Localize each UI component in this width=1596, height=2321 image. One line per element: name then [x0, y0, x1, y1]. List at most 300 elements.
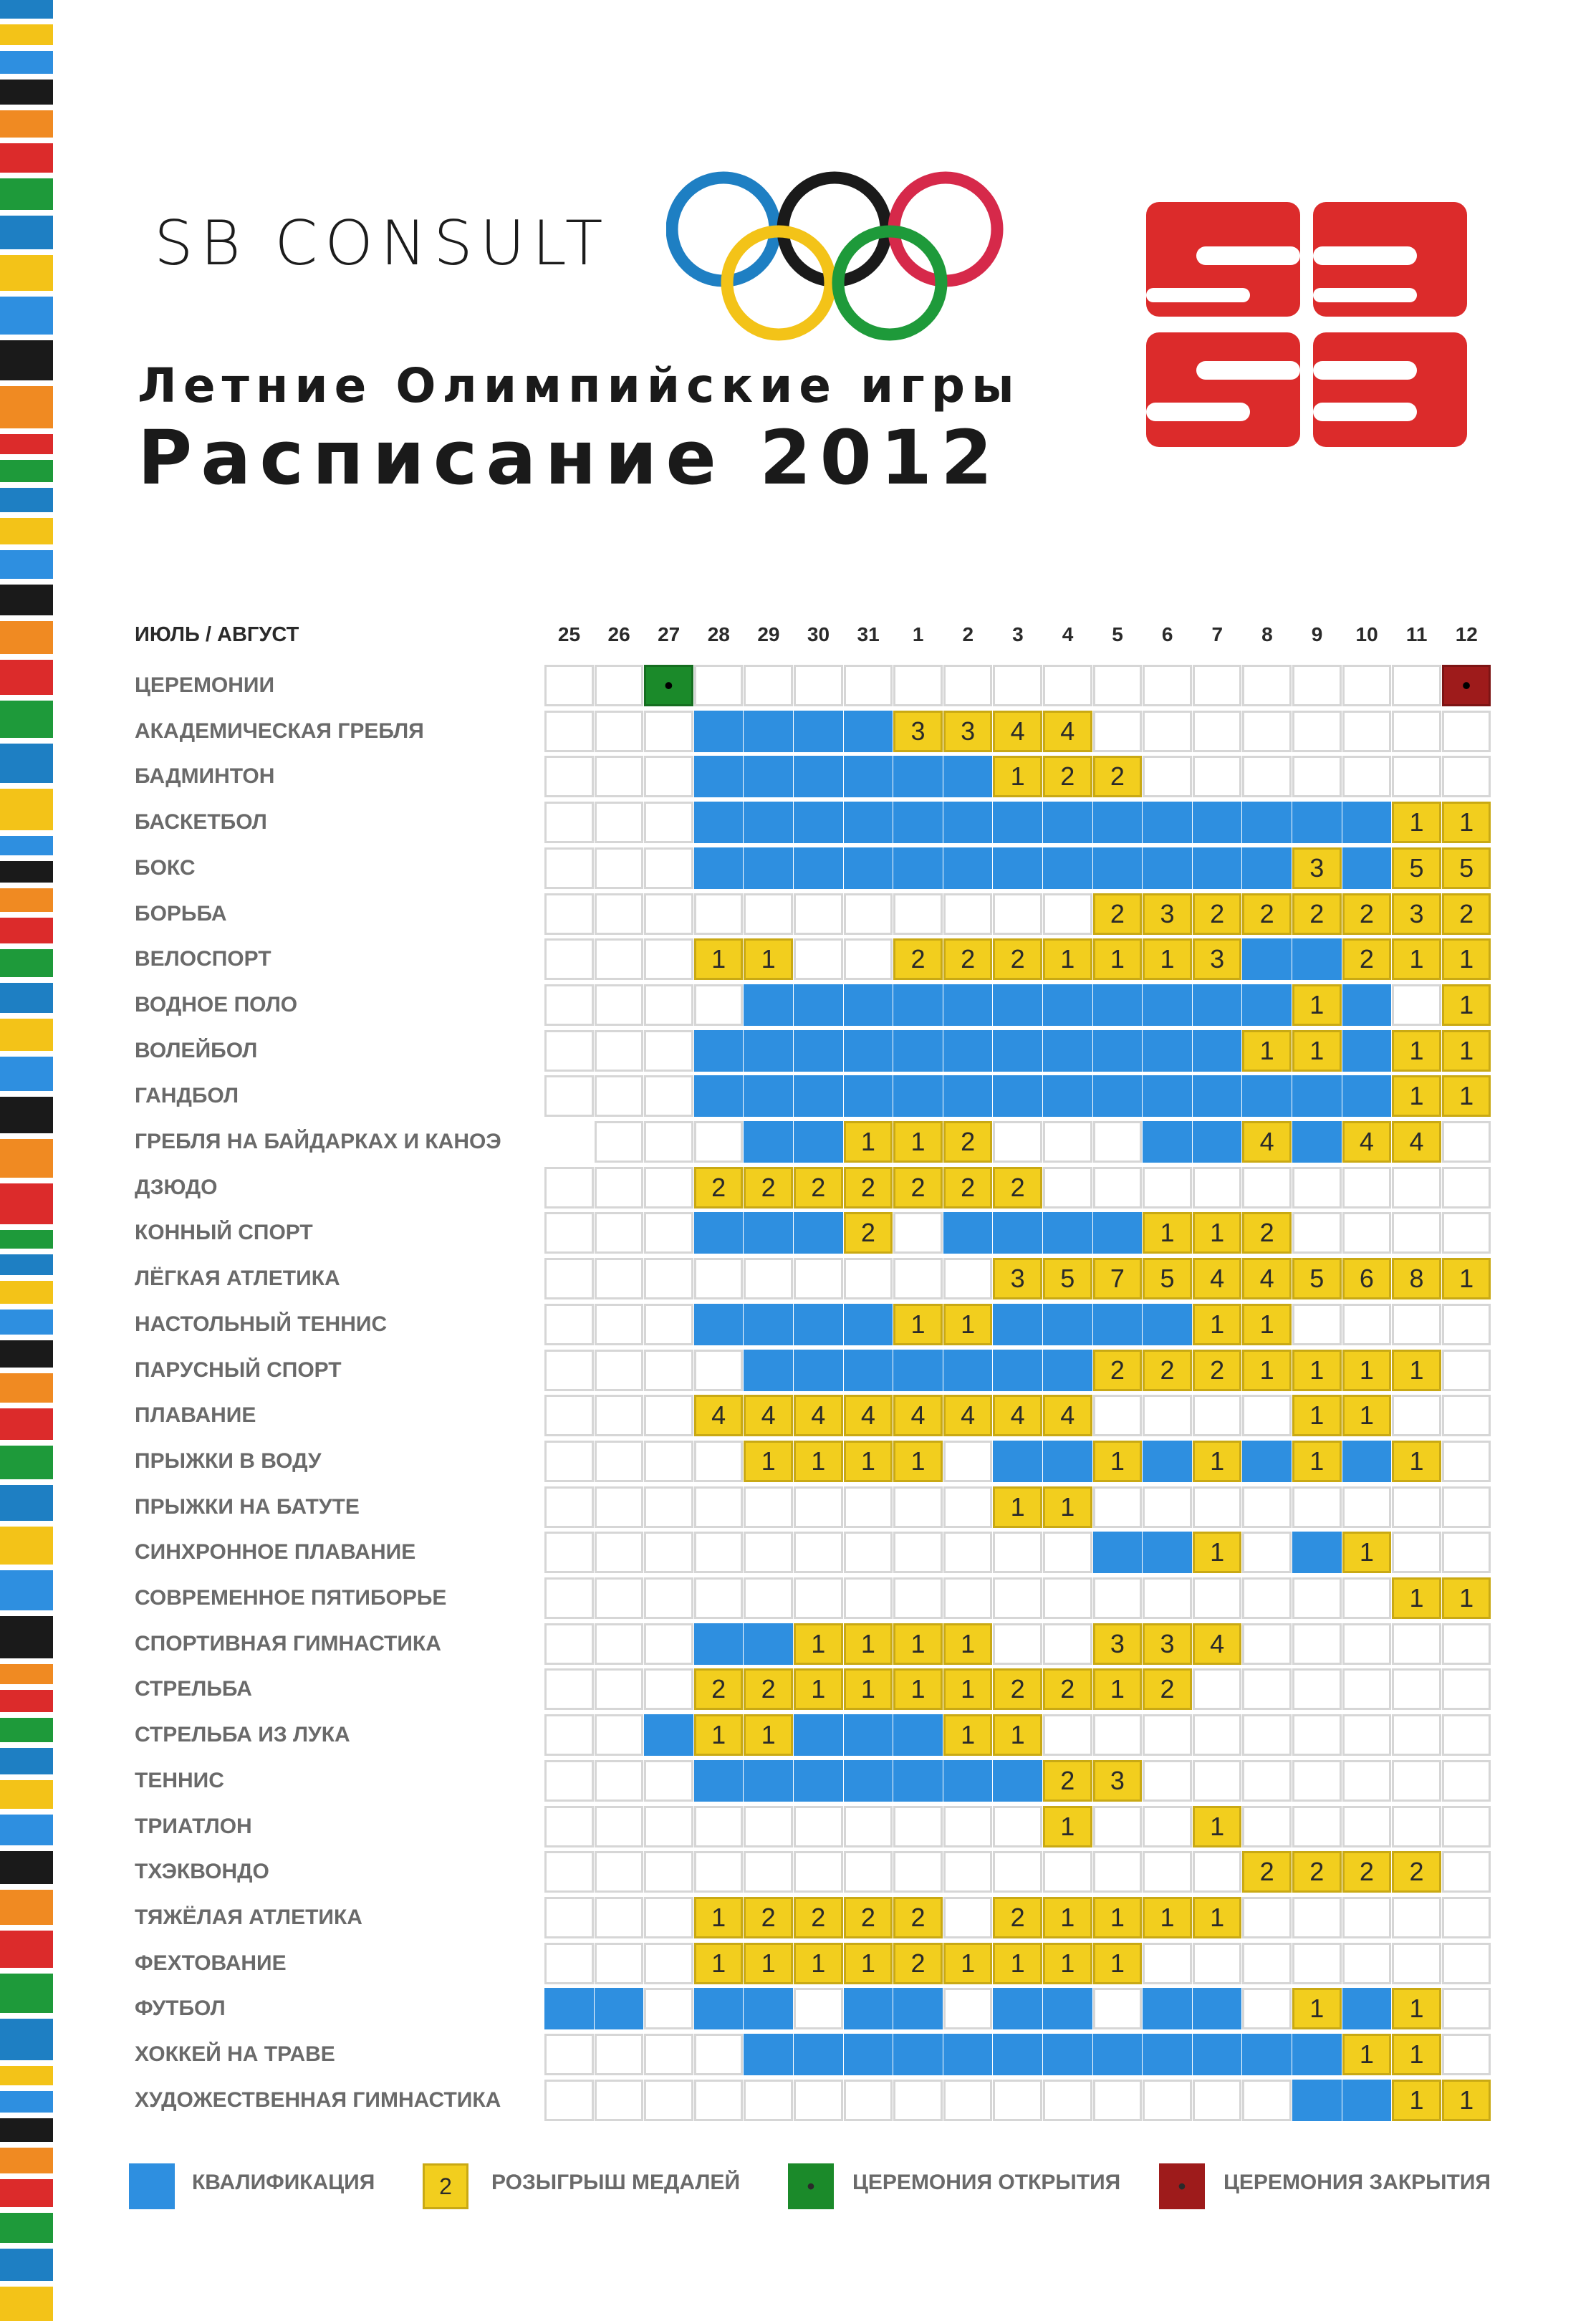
schedule-cell — [1143, 1714, 1192, 1756]
schedule-cell — [1242, 1075, 1292, 1117]
schedule-cell: 2 — [993, 1167, 1042, 1208]
schedule-cell — [1043, 1304, 1092, 1345]
schedule-cell — [1043, 1714, 1092, 1756]
schedule-cell: 1 — [794, 1668, 843, 1710]
schedule-cell: 1 — [1392, 1988, 1441, 2029]
schedule-cell — [644, 1943, 693, 1984]
schedule-cell — [943, 2034, 993, 2075]
schedule-cell: 2 — [844, 1212, 893, 1254]
schedule-cell — [1242, 1806, 1292, 1847]
schedule-cell — [893, 1075, 943, 1117]
schedule-cell — [794, 1212, 843, 1254]
schedule-cell — [1292, 1943, 1342, 1984]
schedule-cell — [1292, 1806, 1342, 1847]
schedule-cell: 6 — [1342, 1258, 1392, 1299]
schedule-cell — [1342, 711, 1392, 752]
schedule-cell — [744, 1988, 793, 2029]
schedule-cell: 1 — [1392, 1441, 1441, 1482]
day-header: 11 — [1405, 623, 1428, 645]
schedule-cell: 1 — [1392, 1350, 1441, 1391]
schedule-cell — [1242, 802, 1292, 843]
schedule-cell — [595, 1806, 644, 1847]
schedule-cell — [1442, 1395, 1491, 1436]
day-header: 28 — [707, 623, 730, 645]
schedule-cell — [595, 1714, 644, 1756]
schedule-cell — [1342, 1714, 1392, 1756]
schedule-cell — [1043, 893, 1092, 935]
schedule-cell — [1392, 1212, 1441, 1254]
schedule-cell — [694, 984, 744, 1026]
schedule-cell — [1043, 1212, 1092, 1254]
schedule-cell — [644, 1075, 693, 1117]
schedule-cell — [794, 984, 843, 1026]
schedule-cell — [844, 847, 893, 889]
schedule-cell — [544, 802, 594, 843]
schedule-cell — [1342, 847, 1392, 889]
schedule-cell: 1 — [1292, 1030, 1342, 1072]
schedule-cell — [844, 1577, 893, 1619]
schedule-cell — [1143, 1395, 1192, 1436]
schedule-cell: 1 — [1143, 1897, 1192, 1938]
schedule-cell: 2 — [1342, 938, 1392, 980]
schedule-cell: 2 — [943, 1121, 993, 1163]
schedule-cell: 2 — [1342, 893, 1392, 935]
schedule-cell — [544, 1486, 594, 1528]
sport-label: АКАДЕМИЧЕСКАЯ ГРЕБЛЯ — [135, 719, 424, 743]
schedule-cell: 3 — [1193, 938, 1242, 980]
schedule-cell — [844, 1030, 893, 1072]
schedule-cell — [644, 1806, 693, 1847]
schedule-cell — [993, 1806, 1042, 1847]
sport-label: СТРЕЛЬБА — [135, 1677, 252, 1701]
schedule-cell — [644, 847, 693, 889]
schedule-cell — [844, 1304, 893, 1345]
schedule-cell — [544, 1714, 594, 1756]
schedule-cell — [1292, 756, 1342, 797]
schedule-cell — [1292, 1167, 1342, 1208]
sport-label: ГРЕБЛЯ НА БАЙДАРКАХ И КАНОЭ — [135, 1130, 501, 1153]
schedule-cell: 2 — [1043, 1760, 1092, 1802]
schedule-cell: 2 — [1392, 1851, 1441, 1893]
schedule-cell — [694, 1350, 744, 1391]
schedule-cell — [544, 665, 594, 706]
schedule-cell: 2 — [1242, 1851, 1292, 1893]
schedule-cell — [744, 1851, 793, 1893]
schedule-cell — [744, 1806, 793, 1847]
schedule-cell — [993, 1988, 1042, 2029]
schedule-cell: 1 — [1093, 938, 1143, 980]
schedule-cell — [595, 2080, 644, 2121]
schedule-cell: 2 — [1093, 1350, 1143, 1391]
schedule-cell — [844, 1350, 893, 1391]
schedule-cell — [1093, 2080, 1143, 2121]
day-header: 1 — [912, 623, 924, 645]
schedule-cell — [1043, 665, 1092, 706]
schedule-cell: 2 — [893, 938, 943, 980]
schedule-cell: 1 — [1342, 2034, 1392, 2075]
schedule-cell — [1193, 984, 1242, 1026]
schedule-cell — [1342, 1075, 1392, 1117]
schedule-cell — [893, 1486, 943, 1528]
schedule-cell — [1342, 665, 1392, 706]
schedule-cell — [1242, 2080, 1292, 2121]
schedule-cell — [1342, 1212, 1392, 1254]
schedule-cell — [694, 893, 744, 935]
schedule-cell: 1 — [1442, 2080, 1491, 2121]
schedule-cell — [794, 2080, 843, 2121]
schedule-cell: 1 — [744, 1714, 793, 1756]
schedule-cell — [595, 1988, 644, 2029]
schedule-cell — [1442, 1897, 1491, 1938]
schedule-cell — [1143, 1075, 1192, 1117]
schedule-cell — [1392, 1668, 1441, 1710]
schedule-cell — [943, 756, 993, 797]
schedule-cell: 1 — [1292, 1395, 1342, 1436]
schedule-cell — [943, 802, 993, 843]
schedule-cell — [1093, 1075, 1143, 1117]
schedule-cell — [744, 1030, 793, 1072]
schedule-cell — [893, 665, 943, 706]
schedule-cell: 1 — [893, 1668, 943, 1710]
sport-label: ПРЫЖКИ НА БАТУТЕ — [135, 1494, 360, 1519]
legend-qualification-swatch — [129, 2163, 175, 2209]
schedule-cell: 1 — [1093, 1441, 1143, 1482]
schedule-cell — [644, 1258, 693, 1299]
schedule-cell — [1043, 984, 1092, 1026]
schedule-cell: 2 — [1193, 1350, 1242, 1391]
schedule-cell — [1193, 1486, 1242, 1528]
schedule-cell: 1 — [943, 1668, 993, 1710]
schedule-cell — [1442, 1943, 1491, 1984]
sport-label: ФУТБОЛ — [135, 1996, 226, 2021]
schedule-cell — [893, 1030, 943, 1072]
schedule-cell — [943, 1030, 993, 1072]
schedule-cell — [1193, 1395, 1242, 1436]
schedule-cell — [794, 1806, 843, 1847]
schedule-cell — [544, 1943, 594, 1984]
schedule-cell — [1093, 1577, 1143, 1619]
schedule-cell — [1093, 1532, 1143, 1573]
schedule-cell — [694, 1258, 744, 1299]
schedule-cell: 1 — [1043, 1806, 1092, 1847]
schedule-cell — [1043, 2034, 1092, 2075]
schedule-cell — [1392, 756, 1441, 797]
schedule-cell — [844, 711, 893, 752]
schedule-cell — [1143, 847, 1192, 889]
schedule-cell: 5 — [1043, 1258, 1092, 1299]
schedule-cell — [644, 1623, 693, 1665]
schedule-cell: 2 — [1043, 1668, 1092, 1710]
sport-label: ФЕХТОВАНИЕ — [135, 1951, 287, 1975]
schedule-cell — [644, 1577, 693, 1619]
schedule-cell: 1 — [794, 1943, 843, 1984]
sport-label: СТРЕЛЬБА ИЗ ЛУКА — [135, 1723, 350, 1747]
schedule-cell — [544, 893, 594, 935]
schedule-cell: 1 — [943, 1943, 993, 1984]
legend-medal-sample: 2 — [439, 2173, 452, 2199]
schedule-cell — [1392, 1167, 1441, 1208]
schedule-cell: 7 — [1093, 1258, 1143, 1299]
schedule-cell — [1392, 1623, 1441, 1665]
schedule-cell — [1442, 1121, 1491, 1163]
schedule-cell — [644, 893, 693, 935]
schedule-cell — [794, 711, 843, 752]
schedule-cell — [844, 2034, 893, 2075]
schedule-cell: 1 — [1342, 1395, 1392, 1436]
schedule-cell — [1442, 1304, 1491, 1345]
schedule-cell — [993, 1212, 1042, 1254]
schedule-cell — [1043, 1030, 1092, 1072]
schedule-cell — [1043, 1577, 1092, 1619]
schedule-cell: 2 — [844, 1167, 893, 1208]
schedule-cell — [744, 847, 793, 889]
schedule-cell — [794, 1714, 843, 1756]
schedule-cell: 3 — [893, 711, 943, 752]
schedule-cell: 2 — [993, 938, 1042, 980]
schedule-cell — [744, 756, 793, 797]
schedule-cell — [644, 2034, 693, 2075]
schedule-cell — [993, 1350, 1042, 1391]
schedule-cell — [993, 893, 1042, 935]
schedule-cell: 4 — [943, 1395, 993, 1436]
schedule-cell — [1193, 665, 1242, 706]
schedule-cell: 4 — [1242, 1258, 1292, 1299]
schedule-cell — [893, 1760, 943, 1802]
sport-label: ТЯЖЁЛАЯ АТЛЕТИКА — [135, 1905, 362, 1929]
schedule-cell — [595, 2034, 644, 2075]
schedule-cell: 1 — [1193, 1212, 1242, 1254]
schedule-cell — [1043, 802, 1092, 843]
schedule-cell — [1043, 847, 1092, 889]
schedule-cell — [794, 1304, 843, 1345]
schedule-cell: 2 — [893, 1897, 943, 1938]
schedule-cell — [595, 984, 644, 1026]
schedule-cell: 2 — [943, 1167, 993, 1208]
schedule-cell: 1 — [1043, 1897, 1092, 1938]
schedule-cell — [595, 1350, 644, 1391]
schedule-cell: 1 — [893, 1441, 943, 1482]
schedule-cell — [694, 1760, 744, 1802]
schedule-cell — [544, 1121, 594, 1163]
schedule-cell — [794, 1121, 843, 1163]
schedule-cell — [544, 756, 594, 797]
schedule-cell — [1292, 711, 1342, 752]
schedule-cell — [1392, 984, 1441, 1026]
schedule-cell — [544, 938, 594, 980]
schedule-cell — [694, 1486, 744, 1528]
schedule-cell — [544, 1350, 594, 1391]
schedule-cell — [544, 1167, 594, 1208]
sport-label: ЛЁГКАЯ АТЛЕТИКА — [135, 1267, 340, 1291]
schedule-cell — [943, 665, 993, 706]
schedule-cell — [893, 1532, 943, 1573]
schedule-cell — [844, 1075, 893, 1117]
schedule-cell — [943, 1075, 993, 1117]
schedule-cell — [1193, 1988, 1242, 2029]
schedule-cell — [544, 1030, 594, 1072]
schedule-cell — [744, 984, 793, 1026]
schedule-cell — [1193, 1943, 1242, 1984]
schedule-cell: 3 — [1292, 847, 1342, 889]
schedule-cell — [1342, 2080, 1392, 2121]
sport-label: ЦЕРЕМОНИИ — [135, 673, 275, 697]
schedule-cell — [844, 1258, 893, 1299]
schedule-cell — [1442, 1714, 1491, 1756]
schedule-cell — [595, 1030, 644, 1072]
schedule-cell — [893, 984, 943, 1026]
schedule-cell: 1 — [694, 1897, 744, 1938]
schedule-cell — [1292, 1577, 1342, 1619]
schedule-cell — [1193, 1714, 1242, 1756]
schedule-cell — [595, 1121, 644, 1163]
schedule-cell: 3 — [1093, 1623, 1143, 1665]
schedule-cell: 1 — [1342, 1532, 1392, 1573]
schedule-cell — [893, 2034, 943, 2075]
sport-label: ВЕЛОСПОРТ — [135, 947, 271, 971]
schedule-cell — [943, 1806, 993, 1847]
schedule-cell: 3 — [1143, 893, 1192, 935]
schedule-cell — [1442, 1486, 1491, 1528]
schedule-cell: 1 — [844, 1441, 893, 1482]
schedule-cell: 3 — [1392, 893, 1441, 935]
schedule-cell — [694, 665, 744, 706]
schedule-cell — [1143, 711, 1192, 752]
schedule-cell — [744, 1623, 793, 1665]
schedule-cell: 1 — [694, 1943, 744, 1984]
schedule-cell — [943, 1760, 993, 1802]
page-title: Расписание 2012 — [138, 414, 1001, 501]
schedule-cell: 1 — [1093, 1943, 1143, 1984]
schedule-cell — [1193, 1030, 1242, 1072]
day-header: 5 — [1112, 623, 1123, 645]
schedule-cell — [595, 1668, 644, 1710]
schedule-cell — [1342, 1988, 1392, 2029]
schedule-cell — [1292, 802, 1342, 843]
schedule-cell — [993, 802, 1042, 843]
schedule-cell — [1193, 1668, 1242, 1710]
schedule-cell: • — [644, 665, 693, 706]
schedule-cell: 1 — [1442, 1075, 1491, 1117]
schedule-cell — [595, 802, 644, 843]
schedule-cell — [544, 1212, 594, 1254]
brand-name: SB CONSULT — [154, 208, 610, 279]
schedule-cell — [943, 1532, 993, 1573]
schedule-cell: 2 — [694, 1167, 744, 1208]
schedule-cell — [794, 1988, 843, 2029]
schedule-cell — [694, 1212, 744, 1254]
schedule-cell: 2 — [1342, 1851, 1392, 1893]
schedule-cell — [1093, 1395, 1143, 1436]
schedule-cell — [1242, 1441, 1292, 1482]
schedule-cell — [694, 711, 744, 752]
schedule-cell: 1 — [1292, 1350, 1342, 1391]
schedule-cell — [595, 1760, 644, 1802]
schedule-cell — [595, 1167, 644, 1208]
schedule-cell — [893, 1851, 943, 1893]
schedule-cell — [744, 1212, 793, 1254]
schedule-cell — [1242, 1943, 1292, 1984]
schedule-cell — [595, 1577, 644, 1619]
schedule-cell: 1 — [1043, 1943, 1092, 1984]
schedule-cell — [1143, 984, 1192, 1026]
schedule-cell — [1143, 1532, 1192, 1573]
schedule-cell — [644, 1441, 693, 1482]
schedule-cell — [993, 1030, 1042, 1072]
schedule-cell — [595, 893, 644, 935]
schedule-cell — [1093, 1212, 1143, 1254]
sport-label: БАДМИНТОН — [135, 764, 275, 789]
schedule-cell — [993, 1623, 1042, 1665]
schedule-cell — [1093, 1030, 1143, 1072]
schedule-cell — [1093, 1988, 1143, 2029]
schedule-cell: 1 — [1043, 1486, 1092, 1528]
schedule-cell — [794, 1577, 843, 1619]
schedule-cell — [893, 756, 943, 797]
schedule-cell — [644, 984, 693, 1026]
schedule-cell — [844, 802, 893, 843]
schedule-cell — [1242, 1988, 1292, 2029]
schedule-cell — [744, 1304, 793, 1345]
schedule-cell — [544, 2034, 594, 2075]
schedule-cell — [1143, 2080, 1192, 2121]
schedule-cell — [744, 1577, 793, 1619]
schedule-cell — [1242, 1486, 1292, 1528]
schedule-cell — [943, 2080, 993, 2121]
schedule-cell: 2 — [844, 1897, 893, 1938]
schedule-cell — [1242, 2034, 1292, 2075]
schedule-cell — [844, 1988, 893, 2029]
schedule-cell — [1193, 711, 1242, 752]
sport-label: КОННЫЙ СПОРТ — [135, 1221, 313, 1245]
schedule-cell — [1143, 1030, 1192, 1072]
schedule-cell: 4 — [1242, 1121, 1292, 1163]
schedule-cell: 3 — [1093, 1760, 1143, 1802]
schedule-cell — [644, 1212, 693, 1254]
schedule-cell — [1143, 802, 1192, 843]
schedule-cell — [595, 1532, 644, 1573]
schedule-cell — [1093, 1806, 1143, 1847]
olympic-rings-icon — [666, 168, 1010, 347]
schedule-cell — [1193, 1121, 1242, 1163]
schedule-cell: 1 — [794, 1441, 843, 1482]
schedule-cell — [1093, 1121, 1143, 1163]
schedule-cell — [544, 1668, 594, 1710]
day-header: 25 — [557, 623, 581, 645]
schedule-cell — [1392, 1304, 1441, 1345]
month-label: ИЮЛЬ / АВГУСТ — [135, 623, 299, 646]
schedule-cell: 4 — [993, 1395, 1042, 1436]
schedule-cell: 5 — [1292, 1258, 1342, 1299]
schedule-cell — [644, 1304, 693, 1345]
schedule-cell — [595, 1623, 644, 1665]
schedule-cell — [644, 756, 693, 797]
schedule-cell: 1 — [1442, 1258, 1491, 1299]
legend-qualification-label: КВАЛИФИКАЦИЯ — [192, 2171, 375, 2194]
sport-label: ХУДОЖЕСТВЕННАЯ ГИМНАСТИКА — [135, 2087, 501, 2112]
schedule-cell — [1242, 1623, 1292, 1665]
schedule-cell — [1292, 1668, 1342, 1710]
schedule-cell: 2 — [893, 1943, 943, 1984]
schedule-cell — [644, 802, 693, 843]
schedule-cell — [595, 847, 644, 889]
schedule-cell — [544, 1806, 594, 1847]
schedule-cell — [794, 665, 843, 706]
schedule-cell — [1342, 1668, 1392, 1710]
schedule-cell — [1342, 984, 1392, 1026]
schedule-cell: 4 — [1392, 1121, 1441, 1163]
schedule-cell — [844, 1714, 893, 1756]
schedule-cell — [794, 1350, 843, 1391]
